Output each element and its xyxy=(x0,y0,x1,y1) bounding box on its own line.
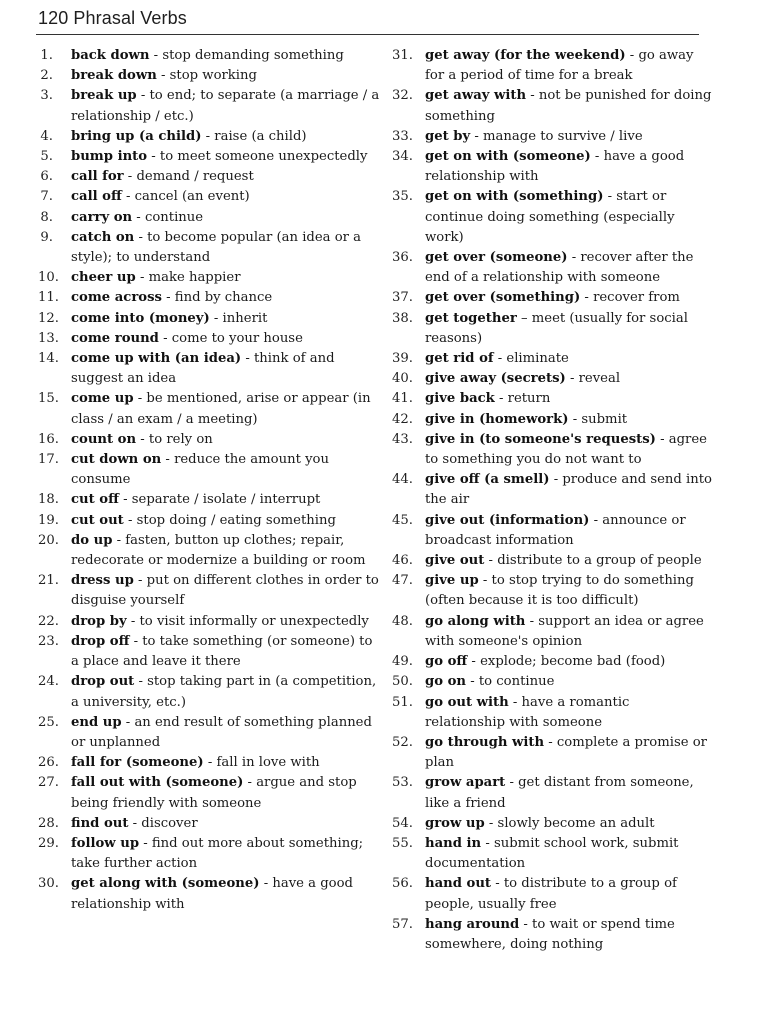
item-number: 51. xyxy=(392,694,413,710)
definition: – meet (usually for social reasons) xyxy=(425,310,688,346)
phrasal-verb: get away (for the weekend) xyxy=(425,48,626,63)
phrasal-verb: give in (homework) xyxy=(425,411,569,427)
item-text xyxy=(71,349,383,389)
definition: - cancel (an event) xyxy=(121,189,250,205)
definition: - slowly become an adult xyxy=(484,815,655,831)
phrasal-verb: give out xyxy=(425,553,485,569)
list-item xyxy=(38,450,383,490)
definition: - announce or broadcast information xyxy=(425,512,686,548)
item-number: 32. xyxy=(392,88,413,104)
list-item xyxy=(392,511,712,551)
phrasal-verb: count on xyxy=(71,431,137,447)
phrasal-verb: go along with xyxy=(425,613,526,629)
phrasal-verb: give away (secrets) xyxy=(425,371,566,387)
phrasal-verb: cut out xyxy=(71,512,124,528)
definition: - to distribute to a group of people, usually free xyxy=(425,876,677,912)
phrasal-verb: call for xyxy=(71,169,124,185)
item-number: 41. xyxy=(392,391,413,407)
phrasal-verb: follow up xyxy=(71,835,140,851)
item-text xyxy=(71,874,383,914)
item-number: 8. xyxy=(40,209,53,225)
definition: - to end; to separate (a marriage / a relationship / etc.) xyxy=(71,88,380,124)
item-text xyxy=(425,773,712,813)
item-text xyxy=(71,147,383,167)
item-number: 14. xyxy=(38,351,59,367)
item-text xyxy=(425,248,712,288)
item-number: 46. xyxy=(392,553,413,569)
list-item xyxy=(392,834,712,874)
list-item xyxy=(392,470,712,510)
phrasal-verb: bump into xyxy=(71,149,148,165)
list-item xyxy=(392,187,712,248)
phrasal-verb: get by xyxy=(425,128,471,144)
phrasal-verb: back down xyxy=(71,48,150,63)
item-number: 6. xyxy=(40,169,53,185)
item-number: 52. xyxy=(392,734,413,750)
definition: - stop doing / eating something xyxy=(123,512,336,528)
list-item xyxy=(392,915,712,955)
definition: - to visit informally or unexpectedly xyxy=(126,613,369,629)
list-item xyxy=(392,571,712,611)
phrasal-verb: give in (to someone's requests) xyxy=(425,431,656,447)
item-number: 29. xyxy=(38,835,59,851)
item-text xyxy=(71,571,383,611)
definition: - eliminate xyxy=(493,351,569,367)
item-text xyxy=(425,693,712,733)
item-text xyxy=(425,349,712,369)
definition: - complete a promise or plan xyxy=(425,734,707,771)
definition: - agree to something you do not want to xyxy=(425,431,707,468)
item-number: 36. xyxy=(392,250,413,266)
list-item xyxy=(392,127,712,147)
list-item xyxy=(38,288,383,308)
item-text xyxy=(71,753,383,773)
list-item xyxy=(392,612,712,652)
right-column xyxy=(392,46,712,955)
list-item xyxy=(392,733,712,773)
list-item xyxy=(38,874,383,914)
list-item xyxy=(38,834,383,874)
definition: - support an idea or agree with someone's opinion xyxy=(425,613,704,649)
list-item xyxy=(392,693,712,733)
item-text xyxy=(71,672,383,712)
item-number: 1. xyxy=(40,48,53,63)
phrasal-verb: hang around xyxy=(425,916,520,932)
phrasal-verb: find out xyxy=(71,815,129,831)
item-text xyxy=(71,773,383,813)
item-number: 4. xyxy=(40,128,53,144)
list-item xyxy=(38,571,383,611)
definition: - make happier xyxy=(135,270,241,286)
item-number: 54. xyxy=(392,815,413,831)
item-text xyxy=(71,511,383,531)
definition: - to meet someone unexpectedly xyxy=(147,149,368,165)
list-item xyxy=(38,228,383,268)
item-text xyxy=(425,127,712,147)
list-item xyxy=(38,612,383,632)
phrasal-verb: get over (someone) xyxy=(425,250,568,266)
definition: - submit xyxy=(568,411,628,427)
phrasal-verb: hand in xyxy=(425,835,482,851)
list-item xyxy=(38,329,383,349)
definition: - start or continue doing something (especially work) xyxy=(425,189,675,245)
phrasal-verb: cut off xyxy=(71,492,119,508)
item-number: 19. xyxy=(38,512,59,528)
list-item xyxy=(38,86,383,126)
definition: - to become popular (an idea or a style); to understand xyxy=(71,229,362,266)
item-number: 5. xyxy=(40,149,53,165)
definition: - find out more about something; take further action xyxy=(71,835,364,872)
item-number: 40. xyxy=(392,371,413,387)
item-text xyxy=(425,612,712,652)
item-number: 28. xyxy=(38,815,59,831)
item-number: 16. xyxy=(38,431,59,447)
list-item xyxy=(38,349,383,389)
definition: - produce and send into the air xyxy=(425,472,712,508)
phrasal-verb: give up xyxy=(425,573,479,589)
item-number: 43. xyxy=(392,431,413,447)
item-text xyxy=(425,410,712,430)
item-text xyxy=(71,450,383,490)
list-item xyxy=(392,248,712,288)
item-text xyxy=(71,713,383,753)
item-number: 15. xyxy=(38,391,59,407)
item-number: 34. xyxy=(392,149,413,165)
definition: - to rely on xyxy=(136,431,213,447)
list-item xyxy=(392,147,712,187)
list-item xyxy=(38,127,383,147)
item-number: 10. xyxy=(38,270,59,286)
item-text xyxy=(71,309,383,329)
definition: - be mentioned, arise or appear (in class / an exam / a meeting) xyxy=(71,391,371,427)
item-number: 38. xyxy=(392,310,413,326)
definition: - have a good relationship with xyxy=(425,149,685,185)
item-text xyxy=(425,389,712,409)
item-number: 13. xyxy=(38,330,59,346)
item-text xyxy=(71,167,383,187)
item-text xyxy=(71,814,383,834)
list-item xyxy=(38,814,383,834)
item-number: 9. xyxy=(40,229,53,245)
definition: - fall in love with xyxy=(203,755,320,771)
list-item xyxy=(38,46,383,66)
item-text xyxy=(71,490,383,510)
item-text xyxy=(71,632,383,672)
item-number: 50. xyxy=(392,674,413,690)
definition: - inherit xyxy=(209,310,268,326)
phrasal-verb: drop by xyxy=(71,613,127,629)
list-item xyxy=(392,309,712,349)
item-number: 37. xyxy=(392,290,413,306)
definition: - stop taking part in (a competition, a university, etc.) xyxy=(71,674,377,710)
item-number: 7. xyxy=(40,189,53,205)
phrasal-verb: come up xyxy=(71,391,134,407)
item-text xyxy=(71,288,383,308)
phrasal-verb: give off (a smell) xyxy=(425,472,550,488)
item-text xyxy=(425,187,712,248)
item-number: 17. xyxy=(38,452,59,468)
item-text xyxy=(425,672,712,692)
list-item xyxy=(392,86,712,126)
item-number: 30. xyxy=(38,876,59,892)
list-item xyxy=(38,430,383,450)
phrasal-verb: come round xyxy=(71,330,159,346)
item-text xyxy=(425,86,712,126)
definition: - recover from xyxy=(580,290,680,306)
list-item xyxy=(392,672,712,692)
item-number: 11. xyxy=(38,290,59,306)
definition: - think of and suggest an idea xyxy=(71,351,335,387)
list-item xyxy=(38,672,383,712)
definition: - stop working xyxy=(156,68,257,84)
phrasal-verb: come into (money) xyxy=(71,310,210,326)
item-number: 31. xyxy=(392,48,413,63)
item-text xyxy=(425,369,712,389)
phrasal-verb: break up xyxy=(71,88,137,104)
definition: - get distant from someone, like a friend xyxy=(425,775,694,811)
phrasal-verb: get along with (someone) xyxy=(71,876,260,892)
list-item xyxy=(38,268,383,288)
definition: - argue and stop being friendly with someone xyxy=(71,775,357,811)
list-item xyxy=(38,632,383,672)
item-number: 47. xyxy=(392,573,413,589)
list-item xyxy=(392,652,712,672)
phrasal-verb: go through with xyxy=(425,734,545,750)
definition: - find by chance xyxy=(161,290,273,306)
phrasal-verb: call off xyxy=(71,189,122,205)
phrasal-verb: get on with (someone) xyxy=(425,149,591,165)
item-number: 56. xyxy=(392,876,413,892)
list-item xyxy=(392,46,712,86)
definition: - raise (a child) xyxy=(201,128,307,144)
list-item xyxy=(392,773,712,813)
phrasal-verb: get away with xyxy=(425,88,527,104)
list-item xyxy=(392,551,712,571)
definition: - discover xyxy=(128,815,198,831)
list-item xyxy=(392,814,712,834)
definition: - to take something (or someone) to a place and leave it there xyxy=(71,633,373,670)
definition: - to wait or spend time somewhere, doing nothing xyxy=(425,916,675,952)
phrasal-verb: come up with (an idea) xyxy=(71,351,242,367)
phrasal-verb: give out (information) xyxy=(425,512,590,528)
item-text xyxy=(425,652,712,672)
definition: - stop demanding something xyxy=(149,48,344,63)
phrasal-verb: go off xyxy=(425,654,468,670)
item-text xyxy=(425,309,712,349)
item-text xyxy=(71,329,383,349)
list-item xyxy=(38,511,383,531)
phrasal-verb: drop off xyxy=(71,633,130,649)
item-number: 23. xyxy=(38,633,59,649)
phrasal-verb: break down xyxy=(71,68,157,84)
phrasal-verb: hand out xyxy=(425,876,492,892)
item-text xyxy=(71,127,383,147)
item-number: 48. xyxy=(392,613,413,629)
item-text xyxy=(425,147,712,187)
item-text xyxy=(425,46,712,86)
definition: - to stop trying to do something (often because it is too difficult) xyxy=(425,573,694,609)
phrasal-verb: cut down on xyxy=(71,452,162,468)
item-number: 44. xyxy=(392,472,413,488)
list-item xyxy=(392,349,712,369)
item-text xyxy=(71,430,383,450)
list-item xyxy=(38,389,383,429)
item-text xyxy=(71,46,383,66)
list-item xyxy=(38,187,383,207)
item-number: 25. xyxy=(38,714,59,730)
definition: - to continue xyxy=(466,674,555,690)
item-text xyxy=(71,228,383,268)
list-item xyxy=(38,753,383,773)
list-item xyxy=(38,147,383,167)
item-number: 2. xyxy=(40,68,53,84)
definition: - not be punished for doing something xyxy=(425,88,712,124)
item-text xyxy=(425,571,712,611)
definition: - continue xyxy=(132,209,204,225)
item-text xyxy=(425,814,712,834)
list-item xyxy=(38,531,383,571)
item-number: 27. xyxy=(38,775,59,791)
left-column xyxy=(38,46,383,915)
item-number: 12. xyxy=(38,310,59,326)
item-number: 3. xyxy=(40,88,53,104)
list-item xyxy=(392,430,712,470)
item-text xyxy=(425,288,712,308)
phrasal-verb: give back xyxy=(425,391,495,407)
item-text xyxy=(425,915,712,955)
phrasal-verb: catch on xyxy=(71,229,135,245)
phrasal-verb: grow up xyxy=(425,815,485,831)
phrasal-verb: go out with xyxy=(425,694,509,710)
item-number: 33. xyxy=(392,128,413,144)
item-text xyxy=(71,66,383,86)
phrasal-verb: bring up (a child) xyxy=(71,128,202,144)
item-text xyxy=(425,511,712,551)
definition: - fasten, button up clothes; repair, redecorate or modernize a building or room xyxy=(71,532,366,569)
item-number: 57. xyxy=(392,916,413,932)
item-text xyxy=(71,208,383,228)
list-item xyxy=(38,490,383,510)
phrasal-verb: get on with (something) xyxy=(425,189,604,205)
item-number: 20. xyxy=(38,532,59,548)
definition: - go away for a period of time for a break xyxy=(425,48,694,84)
list-item xyxy=(38,66,383,86)
list-item xyxy=(392,389,712,409)
phrasal-verb: go on xyxy=(425,674,466,690)
item-number: 39. xyxy=(392,351,413,367)
definition: - submit school work, submit documentation xyxy=(425,835,679,872)
phrasal-verb: grow apart xyxy=(425,775,506,791)
phrasal-verb: cheer up xyxy=(71,270,136,286)
definition: - demand / request xyxy=(123,169,254,185)
phrasal-verb: get together xyxy=(425,310,517,326)
item-number: 53. xyxy=(392,775,413,791)
item-text xyxy=(425,551,712,571)
item-text xyxy=(425,733,712,773)
definition: - return xyxy=(494,391,551,407)
definition: - manage to survive / live xyxy=(470,128,643,144)
list-item xyxy=(38,167,383,187)
definition: - distribute to a group of people xyxy=(484,553,702,569)
definition: - reduce the amount you consume xyxy=(71,452,329,488)
phrasal-verb: carry on xyxy=(71,209,133,225)
list-item xyxy=(392,288,712,308)
phrasal-verb: get over (something) xyxy=(425,290,581,306)
item-text xyxy=(71,86,383,126)
page-title: 120 Phrasal Verbs xyxy=(38,8,187,28)
item-number: 35. xyxy=(392,189,413,205)
definition: - have a romantic relationship with someone xyxy=(425,694,630,730)
phrasal-verb: do up xyxy=(71,532,113,548)
list-item xyxy=(38,309,383,329)
definition: - an end result of something planned or unplanned xyxy=(71,714,372,750)
item-text xyxy=(425,874,712,914)
item-number: 18. xyxy=(38,492,59,508)
item-number: 55. xyxy=(392,835,413,851)
list-item xyxy=(38,208,383,228)
phrasal-verb: come across xyxy=(71,290,162,306)
phrasal-verb: fall out with (someone) xyxy=(71,775,244,791)
item-number: 49. xyxy=(392,654,413,670)
definition: - have a good relationship with xyxy=(71,876,353,912)
item-text xyxy=(425,470,712,510)
item-number: 21. xyxy=(38,573,59,589)
title-divider xyxy=(36,34,699,35)
definition: - explode; become bad (food) xyxy=(467,654,666,670)
phrasal-verb: drop out xyxy=(71,674,135,690)
item-text xyxy=(71,834,383,874)
list-item xyxy=(392,874,712,914)
phrasal-verb: dress up xyxy=(71,573,134,589)
definition: - reveal xyxy=(565,371,621,387)
definition: - separate / isolate / interrupt xyxy=(118,492,321,508)
phrasal-verb: get rid of xyxy=(425,351,494,367)
item-number: 22. xyxy=(38,613,59,629)
item-number: 45. xyxy=(392,512,413,528)
item-text xyxy=(71,612,383,632)
item-text xyxy=(425,430,712,470)
phrasal-verb: end up xyxy=(71,714,122,730)
definition: - come to your house xyxy=(158,330,303,346)
item-text xyxy=(71,187,383,207)
item-text xyxy=(425,834,712,874)
list-item xyxy=(392,410,712,430)
item-number: 42. xyxy=(392,411,413,427)
item-text xyxy=(71,389,383,429)
definition: - put on different clothes in order to disguise yourself xyxy=(71,573,379,609)
item-text xyxy=(71,531,383,571)
list-item xyxy=(38,713,383,753)
list-item xyxy=(392,369,712,389)
item-number: 26. xyxy=(38,755,59,771)
item-text xyxy=(71,268,383,288)
phrasal-verb: fall for (someone) xyxy=(71,755,204,771)
list-item xyxy=(38,773,383,813)
definition: - recover after the end of a relationship with someone xyxy=(425,250,694,286)
item-number: 24. xyxy=(38,674,59,690)
